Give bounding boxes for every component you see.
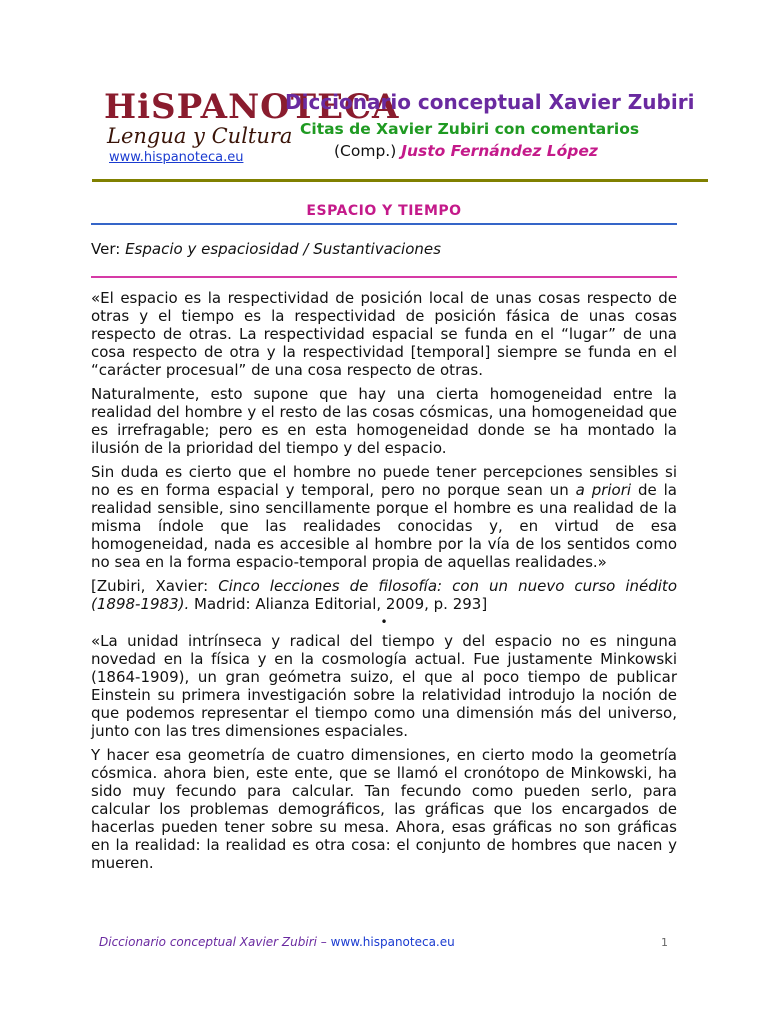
paragraph-text: de la realidad sensible, sino sencillamente porque el hombre es una realidad de la misma índole que las realidades conocidas y, en virtud de esa homogeneidad, nada es accesible al hombre por la vía de los sentidos como no sea en la forma espacio-temporal propia de aquellas realidades.» (91, 481, 677, 571)
site-link[interactable]: www.hispanoteca.eu (109, 150, 244, 165)
paragraph-text: Sin duda es cierto que el hombre no puede tener percepciones sensibles si no es en forma espacial y temporal, pero no porque sean un (91, 463, 677, 499)
document-body (91, 289, 677, 878)
paragraph: «El espacio es la respectividad de posición local de unas cosas respecto de otras y el tiempo es la respectividad de posición fásica de unas cosas respecto de otras. La respectividad espacial se funda en el “lugar” de una cosa respecto de otra y la respectividad [temporal] siempre se funda en el “carácter procesual” de una cosa respecto de otras. (91, 289, 677, 379)
citation-publisher: Madrid: Alianza Editorial, 2009, p. 293] (194, 595, 488, 613)
see-also-divider (91, 276, 677, 278)
see-also-label: Ver: (91, 240, 121, 258)
page-title: ESPACIO Y TIEMPO (306, 203, 462, 219)
paragraph-emphasis: a priori (575, 481, 632, 499)
paragraph (91, 463, 677, 571)
compiler-author: Justo Fernández López (401, 142, 598, 160)
compiler-line (334, 142, 598, 160)
footer-site-link[interactable]: www.hispanoteca.eu (330, 935, 455, 949)
paragraph: «La unidad intrínseca y radical del tiempo y del espacio no es ninguna novedad en la física y en la cosmología actual. Fue justamente Minkowski (1864-1909), un gran geómetra suizo, el que al poco tiempo de publicar Einstein su primera investigación sobre la relatividad introdujo la noción de que podemos representar el tiempo como una dimensión más del universo, junto con las tres dimensiones espaciales. (91, 632, 677, 740)
citation-author: [Zubiri, Xavier: (91, 577, 209, 595)
dictionary-subtitle: Citas de Xavier Zubiri con comentarios (300, 120, 640, 138)
hispanoteca-logo: HiSPANOTECA (104, 87, 400, 127)
footer (99, 935, 455, 950)
separator-bullet: • (380, 615, 388, 629)
citation-book-title: Cinco lecciones de filosofía: con un nuevo curso inédito (1898-1983). (91, 577, 677, 613)
see-also-links[interactable]: Espacio y espaciosidad / Sustantivaciones (125, 240, 441, 258)
see-also (91, 240, 441, 258)
dictionary-title: Diccionario conceptual Xavier Zubiri (285, 90, 695, 114)
header-divider (92, 179, 708, 182)
compiler-prefix: (Comp.) (334, 142, 397, 160)
logo-tagline: Lengua y Cultura (107, 124, 293, 148)
title-divider (91, 223, 677, 225)
citation (91, 577, 677, 613)
footer-text: Diccionario conceptual Xavier Zubiri – (99, 935, 327, 949)
paragraph: Naturalmente, esto supone que hay una cierta homogeneidad entre la realidad del hombre y el resto de las cosas cósmicas, una homogeneidad que es irrefragable; pero es en esta homogeneidad donde se ha montado la ilusión de la prioridad del tiempo y del espacio. (91, 385, 677, 457)
paragraph: Y hacer esa geometría de cuatro dimensiones, en cierto modo la geometría cósmica. ahora bien, este ente, que se llamó el cronótopo de Minkowski, ha sido muy fecundo para calcular. Tan fecundo como pueden serlo, para calcular los problemas demográficos, las gráficas que los encargados de hacerlas pueden tener sobre su mesa. Ahora, esas gráficas no son gráficas en la realidad: la realidad es otra cosa: el conjunto de hombres que nacen y mueren. (91, 746, 677, 872)
page-number: 1 (661, 936, 668, 949)
